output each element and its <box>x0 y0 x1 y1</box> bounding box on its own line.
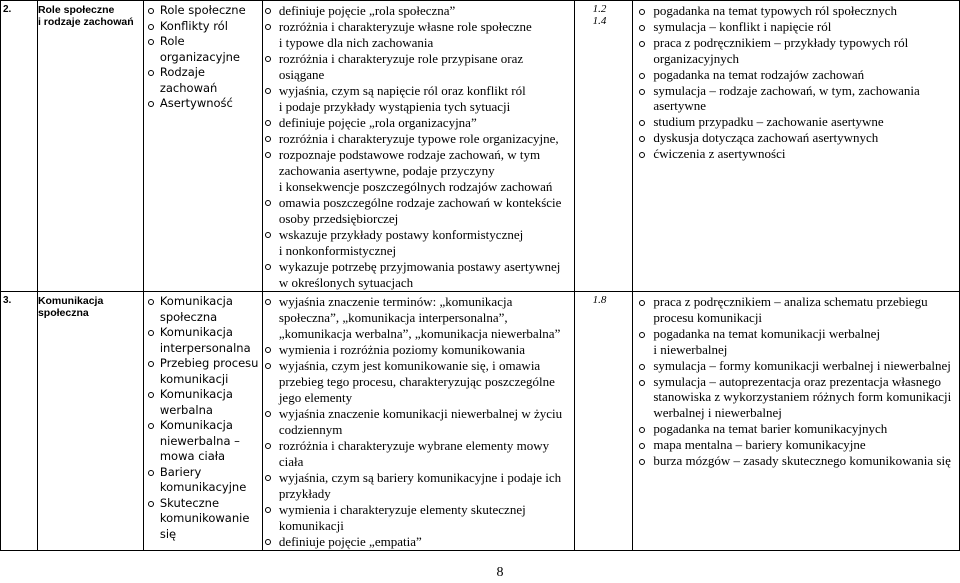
requirement-item <box>263 342 575 358</box>
requirement-line: rozróżnia i charakteryzuje własne role społeczne <box>278 19 532 34</box>
method-line: symulacja – formy komunikacji werbalnej i niewerbalnej <box>653 357 951 373</box>
method-line: i niewerbalnej <box>653 341 728 357</box>
method-line: mapa mentalna – bariery komunikacyjne <box>653 437 866 453</box>
requirement-line: i typowe dla nich zachowania <box>278 35 434 50</box>
content-item <box>144 294 262 325</box>
topic-line: społeczna <box>37 307 89 319</box>
method-item <box>633 374 959 422</box>
content-line: interpersonalna <box>159 340 251 355</box>
content-item <box>144 387 262 418</box>
requirement-item <box>263 470 575 502</box>
requirement-list <box>263 294 575 550</box>
requirement-line: „komunikacja werbalna”, „komunikacja niewerbalna” <box>278 326 561 341</box>
method-line: asertywne <box>653 98 707 114</box>
curriculum-codes <box>575 1 633 292</box>
requirement-line: przykłady <box>278 486 331 501</box>
content-line: komunikacji <box>159 371 229 386</box>
content-line: Rodzaje zachowań <box>159 65 218 95</box>
requirement-line: wyjaśnia znaczenie komunikacji niewerbalnej w życiu <box>278 406 563 421</box>
requirement-line: rozróżnia i charakteryzuje wybrane elementy mowy <box>278 438 550 453</box>
requirement-line: wyjaśnia, czym jest komunikowanie się, i omawia <box>278 358 541 373</box>
content-item <box>144 496 262 543</box>
requirement-item <box>263 3 575 19</box>
topic-line: i rodzaje zachowań <box>37 16 134 28</box>
method-list <box>633 3 959 162</box>
requirement-line: i podaje przykłady wystąpienia tych sytuacji <box>278 99 511 114</box>
content-cell <box>143 1 262 292</box>
content-line: Role społeczne <box>159 3 246 17</box>
code-label: 1.8 <box>592 294 607 306</box>
content-line: Skuteczne <box>159 495 220 510</box>
content-line: Komunikacja <box>159 387 233 401</box>
method-line: studium przypadku – zachowanie asertywne <box>653 114 884 130</box>
requirement-list <box>263 3 575 291</box>
lesson-number: 2. <box>1 1 38 292</box>
requirement-line: wyjaśnia, czym są napięcie ról oraz konflikt ról <box>278 83 526 98</box>
requirement-line: jego elementy <box>278 390 353 405</box>
content-line: niewerbalna – <box>159 433 240 448</box>
requirement-line: definiuje pojęcie „rola organizacyjna” <box>278 115 477 130</box>
requirement-line: rozpoznaje podstawowe rodzaje zachowań, w tym <box>278 147 541 162</box>
method-item <box>633 146 959 162</box>
requirement-line: przebieg tego procesu, charakteryzując poszczególne <box>278 374 555 389</box>
requirement-item <box>263 406 575 438</box>
content-line: mowa ciała <box>159 449 226 463</box>
method-item <box>633 3 959 19</box>
requirement-line: wyjaśnia znaczenie terminów: „komunikacja <box>278 294 513 309</box>
method-item <box>633 114 959 130</box>
code-list <box>575 4 606 27</box>
content-line: organizacyjne <box>159 49 241 64</box>
method-item <box>633 35 959 67</box>
method-line: symulacja – konflikt i napięcie ról <box>653 18 832 34</box>
method-item <box>633 421 959 437</box>
content-item <box>144 96 262 112</box>
requirement-item <box>263 534 575 550</box>
method-line: symulacja – rodzaje zachowań, w tym, zachowania <box>653 82 920 98</box>
topic-line: Role społeczne <box>37 4 115 16</box>
method-item <box>633 437 959 453</box>
requirement-item <box>263 147 575 195</box>
table-row <box>1 292 960 551</box>
method-line: ćwiczenia z asertywności <box>653 146 786 162</box>
methods-cell <box>633 292 960 551</box>
requirement-line: zachowania asertywne, podaje przyczyny <box>278 163 495 178</box>
method-item <box>633 358 959 374</box>
requirement-line: ciała <box>278 454 304 469</box>
content-item <box>144 3 262 19</box>
method-line: praca z podręcznikiem – przykłady typowych ról <box>653 34 909 50</box>
method-line: pogadanka na temat barier komunikacyjnych <box>653 421 888 437</box>
code-label: 1.2 <box>592 3 607 15</box>
requirement-item <box>263 19 575 51</box>
method-line: organizacyjnych <box>653 50 740 66</box>
table-row <box>1 1 960 292</box>
method-item <box>633 19 959 35</box>
requirement-item <box>263 294 575 342</box>
method-line: werbalnej i niewerbalnej <box>653 405 782 421</box>
requirement-line: wymienia i charakteryzuje elementy skutecznej <box>278 502 526 517</box>
requirement-line: osiągane <box>278 67 325 82</box>
method-item <box>633 453 959 469</box>
curriculum-codes <box>575 292 633 551</box>
method-item <box>633 326 959 358</box>
content-line: się <box>159 526 177 541</box>
requirement-line: i nonkonformistycznej <box>278 243 397 258</box>
content-list <box>144 3 262 112</box>
method-line: pogadanka na temat rodzajów zachowań <box>653 66 865 82</box>
content-line: Asertywność <box>159 96 233 110</box>
lesson-topic <box>37 1 143 292</box>
content-list <box>144 294 262 542</box>
content-item <box>144 325 262 356</box>
content-line: społeczna <box>159 309 218 324</box>
requirement-line: codziennym <box>278 422 343 437</box>
content-item <box>144 465 262 496</box>
method-item <box>633 130 959 146</box>
requirement-item <box>263 195 575 227</box>
requirement-item <box>263 358 575 406</box>
requirement-line: osoby przedsiębiorczej <box>278 211 399 226</box>
method-line: procesu komunikacji <box>653 309 763 325</box>
requirement-line: wskazuje przykłady postawy konformistycznej <box>278 227 524 242</box>
content-line: Przebieg procesu <box>159 356 259 370</box>
content-item <box>144 19 262 35</box>
method-line: burza mózgów – zasady skutecznego komunikowania się <box>653 453 951 469</box>
method-item <box>633 294 959 326</box>
requirement-item <box>263 502 575 534</box>
content-line: komunikowanie <box>159 511 250 525</box>
method-line: pogadanka na temat komunikacji werbalnej <box>653 325 881 341</box>
requirement-line: wymienia i rozróżnia poziomy komunikowania <box>278 342 526 357</box>
content-item <box>144 356 262 387</box>
requirement-line: definiuje pojęcie „empatia” <box>278 534 422 549</box>
method-line: praca z podręcznikiem – analiza schematu przebiegu <box>653 294 928 309</box>
method-line: stanowiska z wykorzystaniem różnych form komunikacji <box>653 389 952 405</box>
method-line: symulacja – autoprezentacja oraz prezentacja własnego <box>653 373 942 389</box>
requirement-line: w określonych sytuacjach <box>278 275 414 290</box>
content-line: Bariery <box>159 464 202 479</box>
requirement-line: definiuje pojęcie „rola społeczna” <box>278 3 456 18</box>
requirement-item <box>263 438 575 470</box>
requirement-item <box>263 115 575 131</box>
code-list <box>575 295 606 307</box>
requirement-line: rozróżnia i charakteryzuje role przypisane oraz <box>278 51 524 66</box>
requirement-line: społeczna”, „komunikacja interpersonalna”, <box>278 310 508 325</box>
content-line: Konflikty ról <box>159 18 228 33</box>
content-line: Komunikacja <box>159 294 233 308</box>
content-item <box>144 34 262 65</box>
lesson-number: 3. <box>1 292 38 551</box>
requirement-item <box>263 83 575 115</box>
method-item <box>633 67 959 83</box>
code-label: 1.4 <box>592 14 607 27</box>
content-item <box>144 418 262 465</box>
topic-line: Komunikacja <box>37 295 104 307</box>
requirement-line: omawia poszczególne rodzaje zachowań w kontekście <box>278 195 562 210</box>
content-cell <box>143 292 262 551</box>
requirement-item <box>263 259 575 291</box>
method-line: dyskusja dotycząca zachowań asertywnych <box>653 130 879 146</box>
content-item <box>144 65 262 96</box>
requirements-cell <box>262 292 575 551</box>
requirement-line: rozróżnia i charakteryzuje typowe role organizacyjne, <box>278 131 559 146</box>
content-line: Komunikacja <box>159 325 233 339</box>
content-line: Komunikacja <box>159 418 233 432</box>
content-line: werbalna <box>159 402 213 417</box>
requirement-item <box>263 51 575 83</box>
requirement-line: wyjaśnia, czym są bariery komunikacyjne i podaje ich <box>278 470 562 485</box>
methods-cell <box>633 1 960 292</box>
method-list <box>633 294 959 469</box>
content-line: komunikacyjne <box>159 480 247 494</box>
requirement-item <box>263 227 575 259</box>
content-line: Role <box>159 34 185 48</box>
page-number: 8 <box>496 565 504 580</box>
lesson-topic <box>37 292 143 551</box>
method-item <box>633 83 959 115</box>
requirement-line: i konsekwencje poszczególnych rodzajów zachowań <box>278 179 553 194</box>
requirement-item <box>263 131 575 147</box>
requirement-line: komunikacji <box>278 518 344 533</box>
method-line: pogadanka na temat typowych ról społecznych <box>653 3 898 18</box>
requirements-cell <box>262 1 575 292</box>
requirement-line: wykazuje potrzebę przyjmowania postawy asertywnej <box>278 259 561 274</box>
